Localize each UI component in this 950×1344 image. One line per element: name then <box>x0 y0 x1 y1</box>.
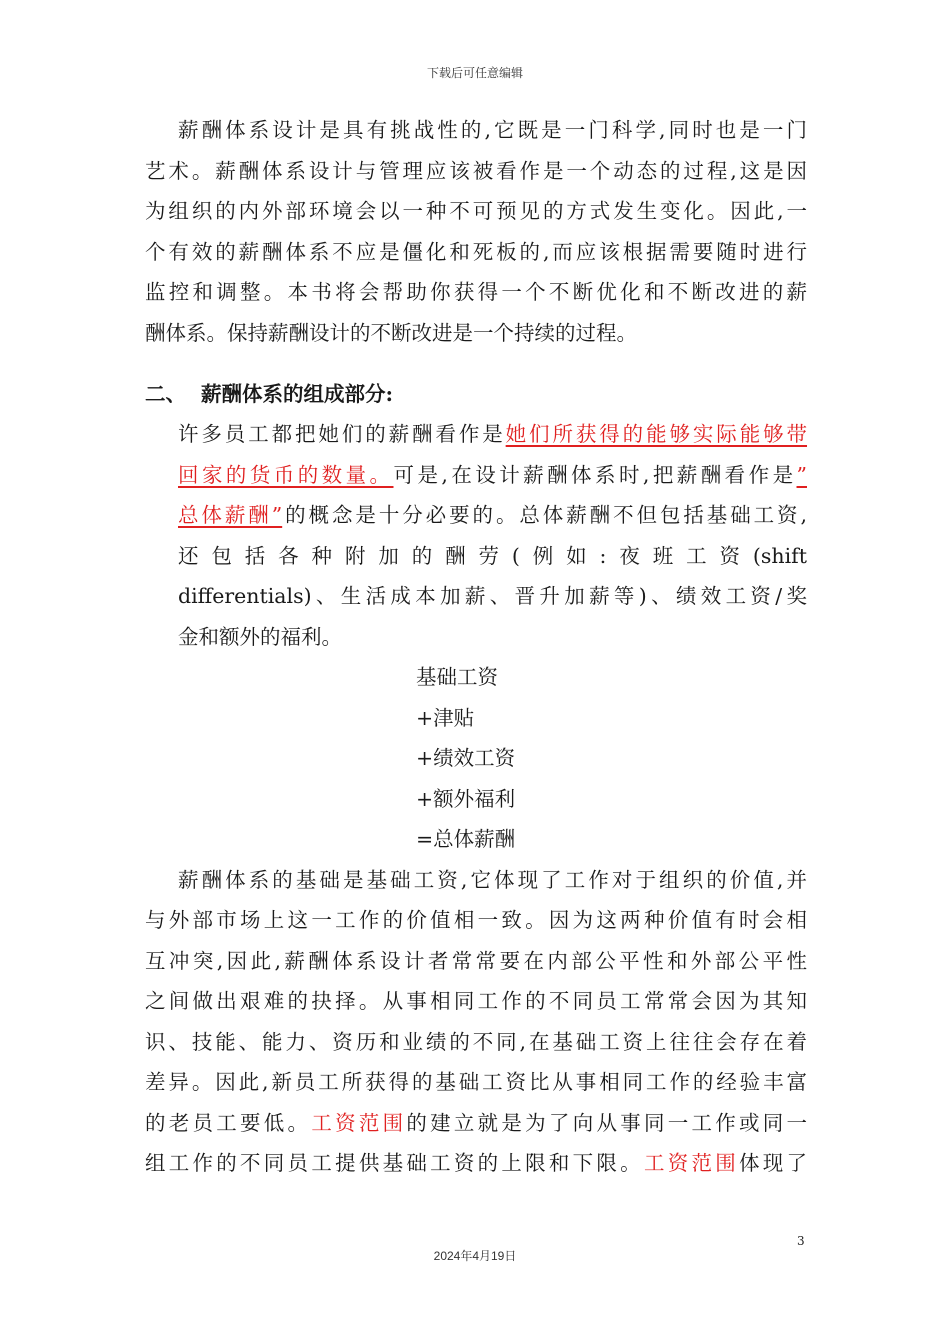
text-line: 识、技能、能力、资历和业绩的不同,在基础工资上往往会存在着 <box>145 1029 807 1054</box>
text-span: 许多员工都把她们的薪酬看作是 <box>178 422 506 446</box>
text-line: 酬体系。保持薪酬设计的不断改进是一个持续的过程。 <box>145 320 637 345</box>
text-line: 与外部市场上这一工作的价值相一致。因为这两种价值有时会相 <box>145 908 807 932</box>
highlighted-text: 回家的货币的数量。 <box>178 462 394 487</box>
text-line: 为组织的内外部环境会以一种不可预见的方式发生变化。因此,一 <box>145 199 807 223</box>
text-span: 组工作的不同员工提供基础工资的上限和下限。 <box>145 1151 644 1175</box>
section-heading <box>145 374 807 414</box>
highlighted-term: 工资范围 <box>643 1151 739 1175</box>
text-line: 个有效的薪酬体系不应是僵化和死板的,而应该根据需要随时进行 <box>145 239 807 264</box>
text-span: 的概念是十分必要的。总体薪酬不但包括基础工资, <box>282 503 807 527</box>
text-span: differentials)、生活成本加薪、晋升加薪等)、绩效工资/奖 <box>178 584 807 608</box>
text-line <box>145 495 807 536</box>
page-number: 3 <box>797 1234 805 1248</box>
text-line: 艺术。薪酬体系设计与管理应该被看作是一个动态的过程,这是因 <box>145 158 807 183</box>
text-line <box>145 576 807 617</box>
paragraph-intro <box>145 110 807 353</box>
paragraph-components <box>145 414 807 657</box>
highlighted-text: 总体薪酬” <box>178 503 283 527</box>
text-line <box>145 414 807 455</box>
formula-line: 基础工资 <box>416 665 498 689</box>
text-span: 可是,在设计薪酬体系时,把薪酬看作是 <box>393 462 797 487</box>
text-span: 的建立就是为了向从事同一工作或同一 <box>406 1110 808 1135</box>
text-line: 互冲突,因此,薪酬体系设计者常常要在内部公平性和外部公平性 <box>145 948 807 973</box>
document-body <box>145 110 807 1184</box>
formula-line: =总体薪酬 <box>416 827 516 851</box>
highlighted-text: ” <box>796 462 807 487</box>
text-line <box>145 455 807 496</box>
section-title: 薪酬体系的组成部分: <box>201 382 394 406</box>
section-number: 二、 <box>145 382 186 406</box>
text-line: 金和额外的福利。 <box>178 624 342 649</box>
formula-line: +额外福利 <box>416 786 516 811</box>
text-line: 薪酬体系设计是具有挑战性的,它既是一门科学,同时也是一门 <box>178 118 807 142</box>
highlighted-term: 工资范围 <box>311 1110 407 1135</box>
text-line <box>145 1103 807 1144</box>
paragraph-base-salary <box>145 860 807 1184</box>
text-line <box>145 1143 807 1184</box>
page-header: 下载后可任意编辑 <box>426 66 523 80</box>
text-line: 薪酬体系的基础是基础工资,它体现了工作对于组织的价值,并 <box>178 867 807 892</box>
text-span: 的老员工要低。 <box>145 1110 312 1135</box>
text-line <box>145 536 807 577</box>
salary-formula <box>145 657 807 860</box>
formula-line: +绩效工资 <box>416 746 516 770</box>
formula-line: +津贴 <box>416 705 475 730</box>
text-line: 差异。因此,新员工所获得的基础工资比从事相同工作的经验丰富 <box>145 1070 807 1094</box>
text-span: 还包括各种附加的酬劳(例如:夜班工资(shift <box>178 543 807 568</box>
highlighted-text: 她们所获得的能够实际能够带 <box>505 422 808 446</box>
text-line: 之间做出艰难的抉择。从事相同工作的不同员工常常会因为其知 <box>145 989 807 1013</box>
page-footer-date: 2024年4月19日 <box>433 1249 517 1263</box>
text-span: 体现了 <box>739 1151 808 1175</box>
text-line: 监控和调整。本书将会帮助你获得一个不断优化和不断改进的薪 <box>145 280 807 304</box>
